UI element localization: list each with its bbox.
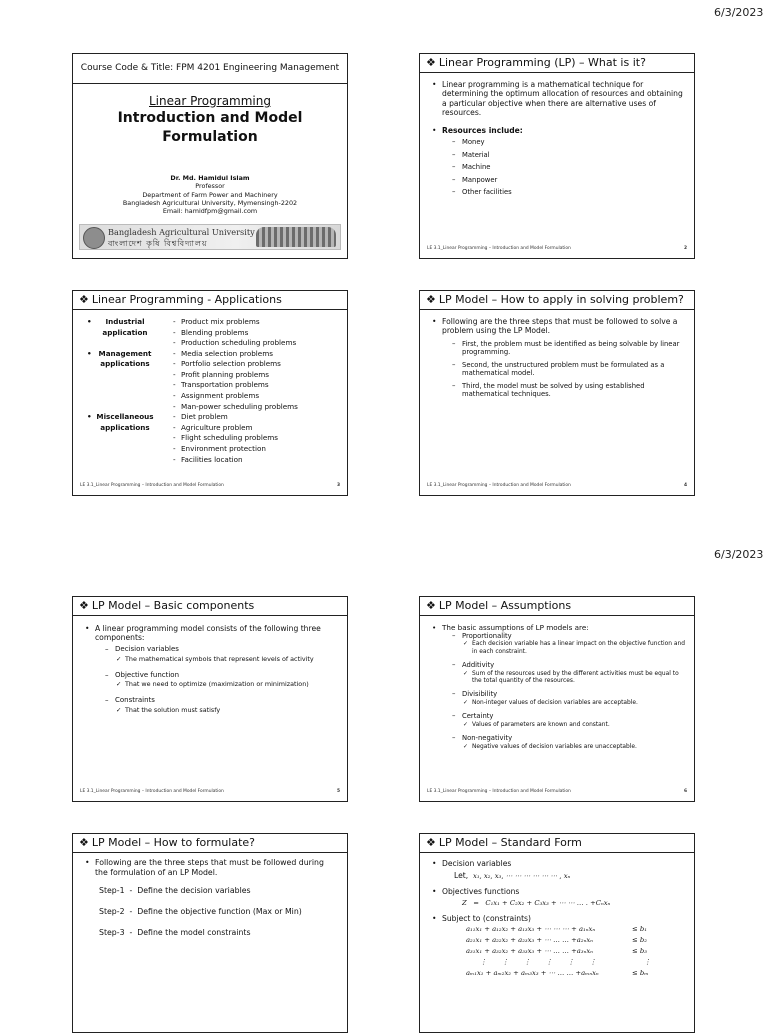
slide-title bbox=[72, 53, 348, 259]
constraint-row: aₘ₁x₁ + aₘ₂x₂ + aₘ₃x₃ + ⋯ … … +aₘₙxₙ ≤ bₘ bbox=[466, 969, 649, 978]
application-group bbox=[85, 412, 339, 465]
application-category: • Miscellaneous applications bbox=[87, 412, 154, 432]
formulation-step: Step-3 - Define the model constraints bbox=[99, 927, 251, 937]
application-group bbox=[85, 317, 339, 349]
formulation-step: Step-2 - Define the objective function (Max or Min) bbox=[99, 907, 302, 917]
intro-bullet: • The basic assumptions of LP models are: – Proportionality ✓ Each decision variable has a linear impact on the objective function and in each constraint. – Additivity ✓ Sum of the resources used by the different activities must be equal to the total quantity of the resources. – Divisibility ✓ Non-integer values of decision variables are acceptable. – Certainty ✓ Values of parameters are known and constant. – Non-negativity ✓ Negative values of decision variables are unacceptable. bbox=[432, 623, 686, 751]
application-item: - Environment protection bbox=[173, 444, 339, 455]
component-desc: ✓ That we need to optimize (maximization or minimization) bbox=[95, 680, 339, 688]
intro-bullet: • Following are the three steps that must be followed to solve a problem using the LP Model. – First, the problem must be identified as being solvable by linear programming. – Second, the unstructured problem must be formulated as a mathematical model. – Third, the model must be solved by using established mathematical techniques. bbox=[432, 317, 686, 399]
slide-footer: LE 3.1_Linear Programming – Introduction and Model Formulation 5 bbox=[80, 789, 340, 794]
application-item: - Diet problem bbox=[173, 412, 339, 423]
application-item: - Transportation problems bbox=[173, 380, 339, 391]
slide-how-to-apply bbox=[419, 290, 695, 496]
resources-bullet: • Resources include: – Money – Material – Machine – Manpower – Other facilities bbox=[432, 126, 686, 197]
assumption-desc: ✓ Negative values of decision variables are unacceptable. bbox=[442, 744, 686, 751]
slide-main-title: Introduction and Model Formulation bbox=[117, 110, 303, 145]
resource-item: – Manpower bbox=[442, 176, 686, 184]
author-name: Dr. Md. Hamidul Islam bbox=[170, 174, 250, 182]
application-category: • Industrial application bbox=[87, 317, 148, 337]
author-email: Email: hamidfpm@gmail.com bbox=[162, 207, 258, 216]
variables-line: Let, x₁, x₂, x₃, ⋯ ⋯ ⋯ ⋯ ⋯ ⋯ , xₙ bbox=[454, 871, 571, 881]
assumption-desc: ✓ Each decision variable has a linear impact on the objective function and in each constraint. bbox=[442, 641, 686, 656]
constraint-list bbox=[466, 925, 686, 980]
author-block bbox=[73, 174, 347, 216]
slide-title: ❖ Linear Programming - Applications bbox=[73, 291, 347, 310]
component-item: – Decision variables ✓ The mathematical symbols that represent levels of activity bbox=[95, 645, 339, 663]
application-item: - Portfolio selection problems bbox=[173, 359, 339, 370]
banner-university-name: Bangladesh Agricultural University bbox=[108, 227, 255, 237]
intro-bullet: • Following are the three steps that must be followed during the formulation of an LP Model. bbox=[85, 858, 339, 877]
step-item: – Second, the unstructured problem must be formulated as a mathematical model. bbox=[442, 361, 686, 378]
assumption-desc: ✓ Values of parameters are known and constant. bbox=[442, 722, 686, 729]
slide-title: ❖ LP Model – Basic components bbox=[73, 597, 347, 616]
slide-basic-components bbox=[72, 596, 348, 802]
page-date-top: 6/3/2023 bbox=[714, 6, 764, 19]
assumption-item: – Non-negativity ✓ Negative values of decision variables are unacceptable. bbox=[442, 734, 686, 751]
university-seal-icon bbox=[83, 227, 105, 249]
diamond-bullet-icon: ❖ bbox=[426, 836, 436, 849]
step-item: – Third, the model must be solved by using established mathematical techniques. bbox=[442, 382, 686, 399]
slide-title: ❖ LP Model – How to apply in solving problem? bbox=[420, 291, 694, 310]
assumption-item: – Additivity ✓ Sum of the resources used by the different activities must be equal to the total quantity of the resources. bbox=[442, 661, 686, 685]
objective-equation: Z = C₁x₁ + C₂x₂ + C₃x₃ + ⋯ ⋯ … . +Cₙxₙ bbox=[462, 899, 611, 908]
resource-item: – Money bbox=[442, 138, 686, 146]
diamond-bullet-icon: ❖ bbox=[426, 599, 436, 612]
objective-bullet: • Objectives functions bbox=[432, 887, 686, 896]
component-item: – Constraints ✓ That the solution must satisfy bbox=[95, 696, 339, 714]
application-item: - Flight scheduling problems bbox=[173, 433, 339, 444]
application-item: - Media selection problems bbox=[173, 349, 339, 360]
slide-assumptions bbox=[419, 596, 695, 802]
assumption-desc: ✓ Non-integer values of decision variables are acceptable. bbox=[442, 700, 686, 707]
formulation-step: Step-1 - Define the decision variables bbox=[99, 886, 251, 896]
university-banner bbox=[79, 224, 341, 250]
component-desc: ✓ That the solution must satisfy bbox=[95, 706, 339, 714]
slide-title: ❖ LP Model – Standard Form bbox=[420, 834, 694, 853]
slide-title: ❖ LP Model – Assumptions bbox=[420, 597, 694, 616]
application-item: - Blending problems bbox=[173, 328, 339, 339]
slide-footer: LE 3.1_Linear Programming – Introduction and Model Formulation 2 bbox=[427, 246, 687, 251]
slide-title: ❖ Linear Programming (LP) – What is it? bbox=[420, 54, 694, 73]
diamond-bullet-icon: ❖ bbox=[426, 56, 436, 69]
slide-subject: Linear Programming bbox=[149, 94, 271, 108]
diamond-bullet-icon: ❖ bbox=[426, 293, 436, 306]
application-item: - Product mix problems bbox=[173, 317, 339, 328]
constraint-row: ⋮ ⋮ ⋮ ⋮ ⋮ ⋮ ⋮ bbox=[480, 958, 651, 967]
author-univ: Bangladesh Agricultural University, Mymensingh-2202 bbox=[122, 198, 298, 207]
assumption-item: – Certainty ✓ Values of parameters are known and constant. bbox=[442, 712, 686, 729]
assumption-desc: ✓ Sum of the resources used by the different activities must be equal to the total quantity of the resources. bbox=[442, 671, 686, 686]
slide-standard-form bbox=[419, 833, 695, 1033]
component-item: – Objective function ✓ That we need to optimize (maximization or minimization) bbox=[95, 671, 339, 689]
application-item: - Man-power scheduling problems bbox=[173, 402, 339, 413]
resource-item: – Material bbox=[442, 151, 686, 159]
diamond-bullet-icon: ❖ bbox=[79, 293, 89, 306]
assumption-item: – Proportionality ✓ Each decision variable has a linear impact on the objective function and in each constraint. bbox=[442, 632, 686, 656]
application-item: - Profit planning problems bbox=[173, 370, 339, 381]
step-item: – First, the problem must be identified as being solvable by linear programming. bbox=[442, 340, 686, 357]
resource-item: – Other facilities bbox=[442, 188, 686, 196]
course-title: Course Code & Title: FPM 4201 Engineering Management bbox=[73, 54, 347, 84]
definition-bullet: • Linear programming is a mathematical technique for determining the optimum allocation of resources and obtaining a particular objective when there are alternative uses of resources. bbox=[432, 80, 686, 118]
application-category: • Management applications bbox=[87, 348, 152, 369]
application-group bbox=[85, 349, 339, 412]
slide-footer: LE 3.1_Linear Programming – Introduction and Model Formulation 4 bbox=[427, 483, 687, 488]
slide-how-to-formulate bbox=[72, 833, 348, 1033]
intro-bullet: • A linear programming model consists of the following three components: – Decision variables ✓ The mathematical symbols that represent levels of activity – Objective function ✓ That we need to optimize (maximization or minimization) – Constraints ✓ That the solution must satisfy bbox=[85, 624, 339, 714]
constraint-row: a₁₁x₁ + a₁₂x₂ + a₁₃x₃ + ⋯ ⋯ ⋯ + a₁ₙxₙ ≤ b₁ bbox=[466, 925, 647, 934]
author-role: Professor bbox=[195, 182, 225, 191]
application-item: - Production scheduling problems bbox=[173, 338, 339, 349]
slide-footer: LE 3.1_Linear Programming – Introduction and Model Formulation 3 bbox=[80, 483, 340, 488]
constraint-row: a₂₁x₁ + a₂₂x₂ + a₂₃x₃ + ⋯ … … +a₂ₙxₙ ≤ b₂ bbox=[466, 936, 647, 945]
slide-applications bbox=[72, 290, 348, 496]
diamond-bullet-icon: ❖ bbox=[79, 599, 89, 612]
constraint-row: a₃₁x₁ + a₃₂x₂ + a₃₃x₃ + ⋯ … … +a₃ₙxₙ ≤ b₃ bbox=[466, 947, 647, 956]
slide-title: ❖ LP Model – How to formulate? bbox=[73, 834, 347, 853]
application-item: - Agriculture problem bbox=[173, 423, 339, 434]
banner-university-name-bangla: বাংলাদেশ কৃষি বিশ্ববিদ্যালয় bbox=[108, 239, 208, 248]
application-item: - Assignment problems bbox=[173, 391, 339, 402]
assumption-item: – Divisibility ✓ Non-integer values of decision variables are acceptable. bbox=[442, 690, 686, 707]
diamond-bullet-icon: ❖ bbox=[79, 836, 89, 849]
application-item: - Facilities location bbox=[173, 455, 339, 466]
slide-what-is-lp bbox=[419, 53, 695, 259]
author-dept: Department of Farm Power and Machinery bbox=[142, 190, 278, 199]
resource-item: – Machine bbox=[442, 163, 686, 171]
slide-footer: LE 3.1_Linear Programming – Introduction and Model Formulation 6 bbox=[427, 789, 687, 794]
decision-variables-bullet: • Decision variables bbox=[432, 859, 686, 868]
building-image bbox=[256, 227, 336, 247]
constraints-bullet: • Subject to (constraints) bbox=[432, 914, 686, 923]
page-date-middle: 6/3/2023 bbox=[714, 548, 764, 561]
component-desc: ✓ The mathematical symbols that represent levels of activity bbox=[95, 655, 339, 663]
